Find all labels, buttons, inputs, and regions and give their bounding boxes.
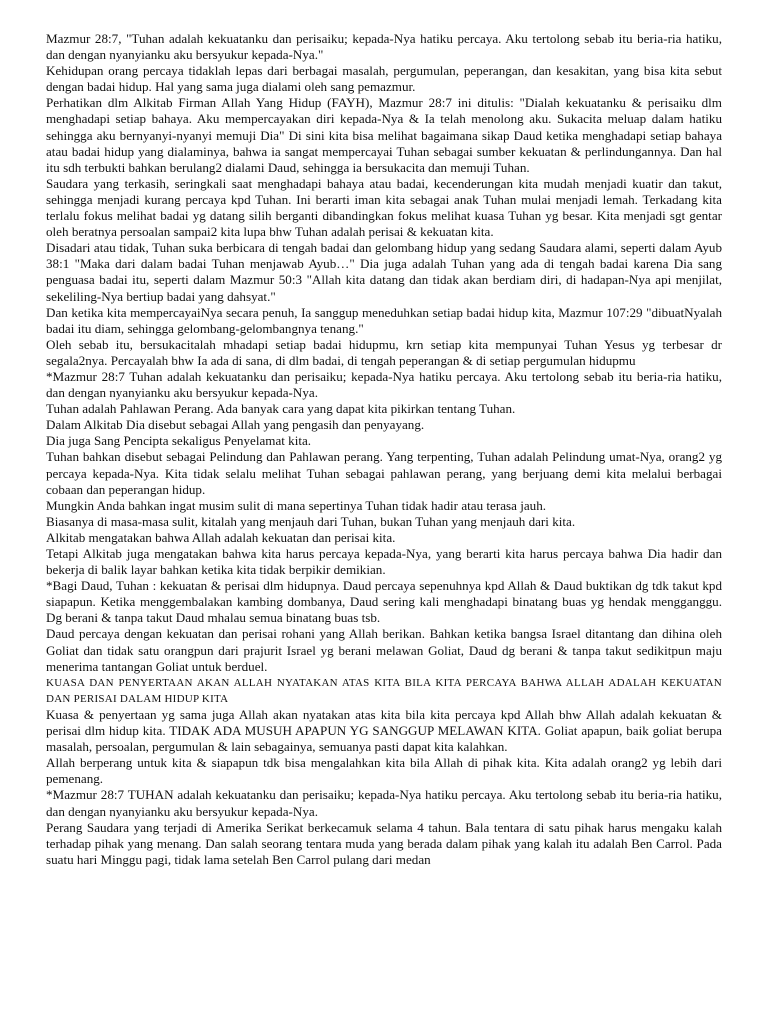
paragraph: Biasanya di masa-masa sulit, kitalah yang menjauh dari Tuhan, bukan Tuhan yang menjauh dari kita. [46, 513, 576, 529]
paragraph: Mazmur 28:7, "Tuhan adalah kekuatanku dan perisaiku; kepada-Nya hatiku percaya. Aku tertolong sebab itu beria-ria hatiku, dan dengan nyanyianku aku bersyukur kepada-Nya." [46, 31, 722, 63]
paragraph: Dia juga Sang Pencipta sekaligus Penyelamat kita. [46, 433, 312, 449]
paragraph: Saudara yang terkasih, seringkali saat menghadapi bahaya atau badai, kecenderungan kita mudah menjadi kuatir dan takut, sehingga menjadi kurang percaya kpd Tuhan. Ini berarti iman kita sebagai anak Tuhan mulai menjadi lemah. Terkadang kita terlalu fokus melihat badai yg datang silih berganti dibandingkan fokus melihat kuasa Tuhan yg besar. Kita menjadi sgt gentar oleh beratnya persoalan sampai2 kita lupa bhw Tuhan adalah perisai & kekuatan kita. [46, 175, 722, 240]
paragraph: Kuasa & penyertaan yg sama juga Allah akan nyatakan atas kita bila kita percaya kpd Allah bhw Allah adalah kekuatan & perisai dlm hidup kita. TIDAK ADA MUSUH APAPUN YG SANGGUP MELAWAN KITA. Goliat apapun, baik goliat berupa masalah, persoalan, pergumulan & lain sebagainya, semuanya pasti dapat kita kalahkan. [46, 706, 722, 755]
paragraph: *Mazmur 28:7 Tuhan adalah kekuatanku dan perisaiku; kepada-Nya hatiku percaya. Aku tertolong sebab itu beria-ria hatiku, dan dengan nyanyianku aku bersyukur kepada-Nya. [46, 368, 722, 401]
paragraph: Tuhan adalah Pahlawan Perang. Ada banyak cara yang dapat kita pikirkan tentang Tuhan. [46, 401, 516, 417]
paragraph: Mungkin Anda bahkan ingat musim sulit di mana sepertinya Tuhan tidak hadir atau terasa jauh. [46, 497, 547, 513]
paragraph: Dalam Alkitab Dia disebut sebagai Allah yang pengasih dan penyayang. [46, 417, 425, 433]
paragraph: Daud percaya dengan kekuatan dan perisai rohani yang Allah berikan. Bahkan ketika bangsa Israel ditantang dan dihina oleh Goliat dan tidak satu orangpun dari prajurit Israel yg berani melawan Goliat, Daud dg berani & tanpa takut sedikitpun maju menerima tantangan Goliat untuk berduel. [46, 626, 722, 674]
paragraph: Tuhan bahkan disebut sebagai Pelindung dan Pahlawan perang. Yang terpenting, Tuhan adalah Pelindung umat-Nya, orang2 yg percaya kepada-Nya. Kita tidak selalu melihat Tuhan sebagai pahlawan perang, yang berjuang demi kita melalui berbagai cobaan dan peperangan hidup. [46, 449, 722, 497]
paragraph: *Bagi Daud, Tuhan : kekuatan & perisai dlm hidupnya. Daud percaya sepenuhnya kpd Allah & Daud buktikan dg tdk takut kpd siapapun. Ketika menggembalakan kambing dombanya, Daud sering kali menghadapi binatang buas yg hendak mengganggu. Dg berani & tanpa takut Daud mhalau semua binatang buas tsb. [46, 578, 722, 626]
paragraph: Disadari atau tidak, Tuhan suka berbicara di tengah badai dan gelombang hidup yang sedang Saudara alami, seperti dalam Ayub 38:1 "Maka dari dalam badai Tuhan menjawab Ayub…" Dia juga adalah Tuhan yang ada di tengah badai karena Dia sang penguasa badai itu, seperti dalam Mazmur 50:3 "Allah kita datang dan tidak akan berdiam diri, di hadapan-Nya api menjilat, sekeliling-Nya bertiup badai yang dahsyat." [46, 240, 722, 304]
paragraph: Alkitab mengatakan bahwa Allah adalah kekuatan dan perisai kita. [46, 529, 396, 545]
paragraph: Allah berperang untuk kita & siapapun tdk bisa mengalahkan kita bila Allah di pihak kita. Kita adalah orang2 yg lebih dari pemenang. [46, 755, 722, 787]
paragraph: Dan ketika kita mempercayaiNya secara penuh, Ia sanggup meneduhkan setiap badai hidup kita, Mazmur 107:29 "dibuatNyalah badai itu diam, sehingga gelombang-gelombangnya tenang." [46, 304, 722, 336]
document-body [46, 31, 722, 868]
paragraph: *Mazmur 28:7 TUHAN adalah kekuatanku dan perisaiku; kepada-Nya hatiku percaya. Aku tertolong sebab itu beria-ria hatiku, dan dengan nyanyianku aku bersyukur kepada-Nya. [46, 787, 722, 819]
paragraph: Perang Saudara yang terjadi di Amerika Serikat berkecamuk selama 4 tahun. Bala tentara di satu pihak harus mengaku kalah terhadap pihak yang menang. Dan salah seorang tentara muda yang berada dalam pihak yang kalah itu adalah Ben Carrol. Pada suatu hari Minggu pagi, tidak lama setelah Ben Carrol pulang dari medan [46, 819, 722, 867]
paragraph: Oleh sebab itu, bersukacitalah mhadapi setiap badai hidupmu, krn setiap kita mempunyai Tuhan Yesus yg terbesar dr segala2nya. Percayalah bhw Ia ada di sana, di dlm badai, di tengah peperangan & di setiap pergumulan hidupmu [46, 336, 722, 368]
paragraph: Kehidupan orang percaya tidaklah lepas dari berbagai masalah, pergumulan, peperangan, dan kesakitan, yang bisa kita sebut dengan badai hidup. Hal yang sama juga dialami oleh sang pemazmur. [46, 63, 722, 95]
paragraph: Perhatikan dlm Alkitab Firman Allah Yang Hidup (FAYH), Mazmur 28:7 ini ditulis: "Dialah kekuatanku & perisaiku dlm menghadapi setiap bahaya. Aku mempercayakan diri kepada-Nya & Ia telah menolong aku. Sukacita meluap dalam hatiku sehingga aku bernyanyi-nyanyi memuji Dia" Di sini kita bisa melihat bagaimana sikap Daud ketika menghadapi setiap bahaya atau badai hidup yang dialaminya, bahwa ia sangat mempercayai Tuhan sebagai sumber kekuatan & perlindungannya. Dan hal itu sdh terbukti bahkan berulang2 dialami Daud, sehingga ia bersukacita dan memuji Tuhan. [46, 95, 722, 175]
paragraph: Tetapi Alkitab juga mengatakan bahwa kita harus percaya kepada-Nya, yang berarti kita harus percaya bahwa Dia hadir dan bekerja di balik layar bahkan ketika kita tidak berpikir demikian. [46, 546, 722, 578]
section-heading: KUASA DAN PENYERTAAN AKAN ALLAH NYATAKAN ATAS KITA BILA KITA PERCAYA BAHWA ALLAH ADALAH KEKUATAN DAN PERISAI DALAM HIDUP KITA [46, 676, 722, 705]
